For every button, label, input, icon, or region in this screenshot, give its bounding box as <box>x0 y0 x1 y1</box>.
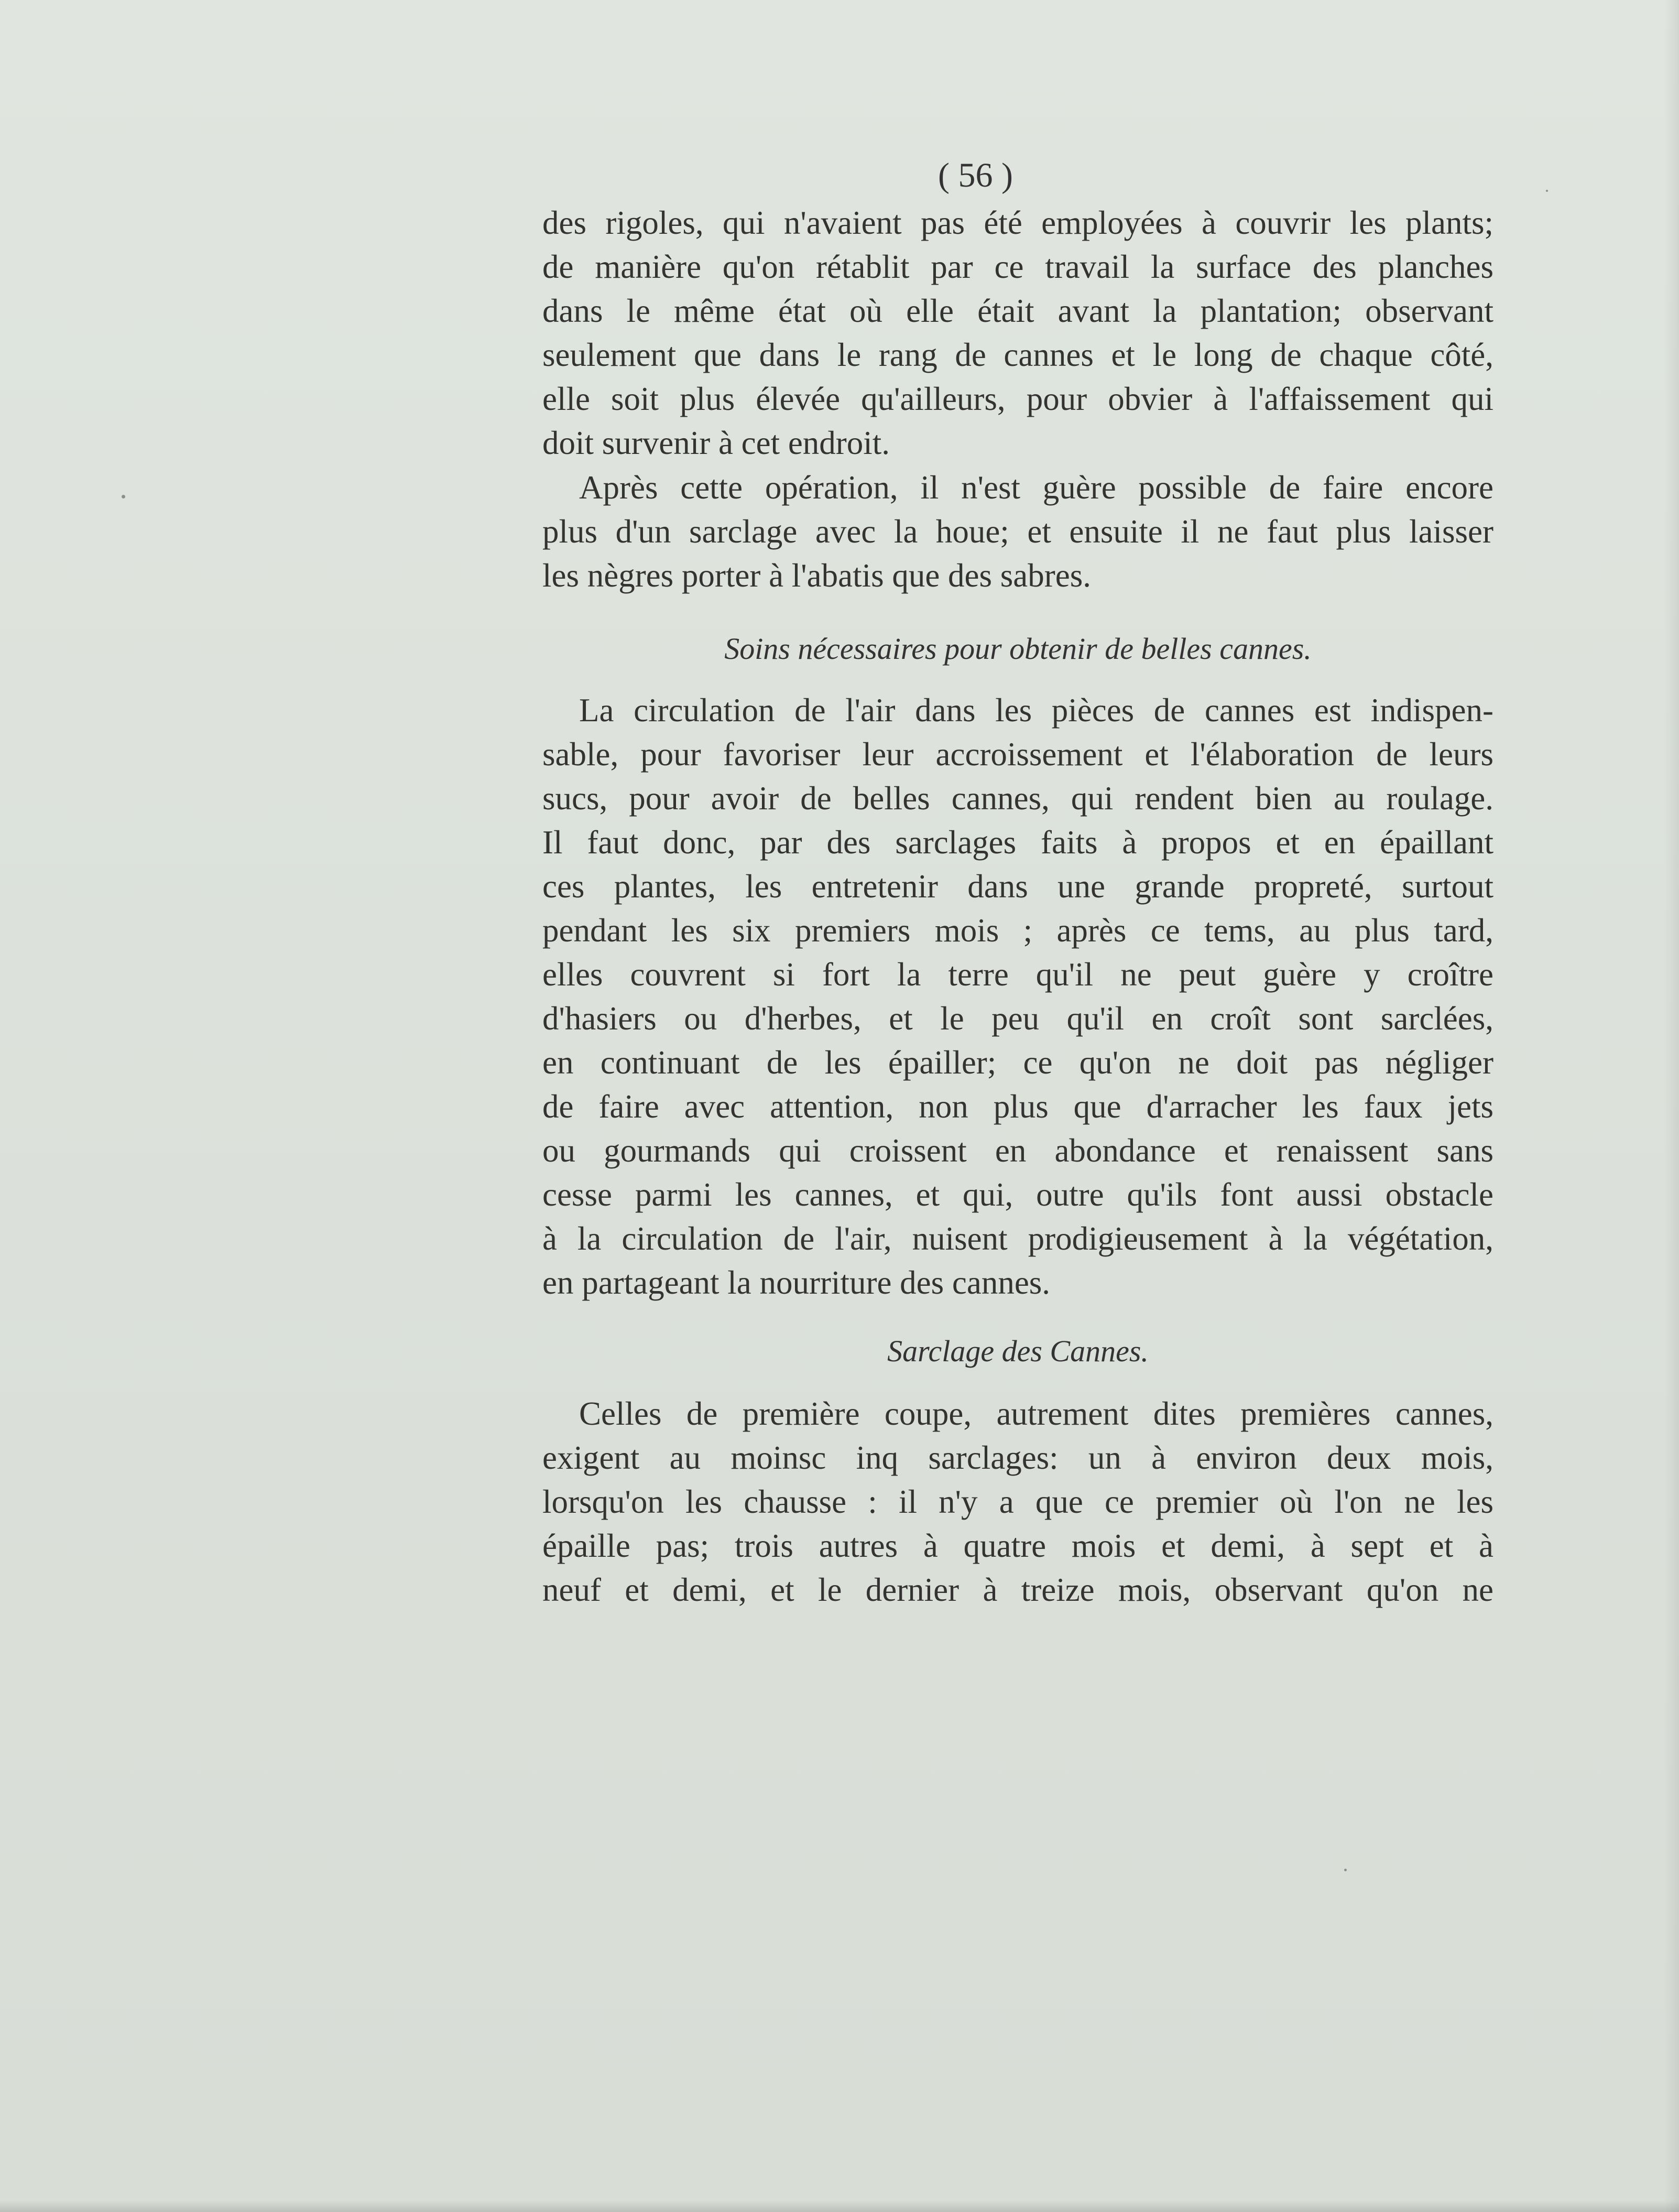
text-line: pendant les six premiers mois ; après ce tems, au plus tard, <box>542 912 1493 949</box>
paragraph-continuation <box>542 201 1493 465</box>
text-line: seulement que dans le rang de cannes et le long de chaque côté, <box>542 337 1493 373</box>
paragraph-circulation <box>542 688 1493 1305</box>
text-line: épaille pas; trois autres à quatre mois et demi, à sept et à <box>542 1527 1493 1564</box>
page-number: ( 56 ) <box>938 156 1013 194</box>
text-line: de faire avec attention, non plus que d'arracher les faux jets <box>542 1088 1493 1125</box>
text-line: dans le même état où elle était avant la plantation; observant <box>542 292 1493 329</box>
scan-edge-shadow <box>0 2200 1679 2212</box>
text-line: Celles de première coupe, autrement dites premières cannes, <box>579 1395 1493 1432</box>
text-line: en continuant de les épailler; ce qu'on ne doit pas négliger <box>542 1044 1493 1081</box>
text-line: d'hasiers ou d'herbes, et le peu qu'il en croît sont sarclées, <box>542 1000 1493 1037</box>
text-line: ou gourmands qui croissent en abondance et renaissent sans <box>542 1132 1493 1169</box>
text-line: de manière qu'on rétablit par ce travail la surface des planches <box>542 248 1493 285</box>
paragraph-apres <box>542 465 1493 598</box>
paper-speck <box>1546 190 1548 192</box>
section-heading-sarclage: Sarclage des Cannes. <box>887 1334 1149 1368</box>
text-line: sucs, pour avoir de belles cannes, qui rendent bien au roulage. <box>542 780 1493 817</box>
text-line: à la circulation de l'air, nuisent prodigieusement à la végétation, <box>542 1220 1493 1257</box>
text-line: sable, pour favoriser leur accroissement et l'élaboration de leurs <box>542 736 1493 773</box>
text-line: plus d'un sarclage avec la houe; et ensuite il ne faut plus laisser <box>542 513 1493 550</box>
text-line: en partageant la nourriture des cannes. <box>542 1264 1051 1301</box>
text-line: cesse parmi les cannes, et qui, outre qu'ils font aussi obstacle <box>542 1176 1493 1213</box>
paragraph-celles <box>542 1392 1493 1612</box>
text-line: doit survenir à cet endroit. <box>542 425 890 461</box>
text-line: des rigoles, qui n'avaient pas été employées à couvrir les plants; <box>542 204 1493 241</box>
text-line: neuf et demi, et le dernier à treize mois, observant qu'on ne <box>542 1571 1493 1608</box>
text-line: La circulation de l'air dans les pièces de cannes est indispen- <box>579 692 1493 729</box>
text-line: lorsqu'on les chausse : il n'y a que ce premier où l'on ne les <box>542 1483 1493 1520</box>
text-line: elles couvrent si fort la terre qu'il ne peut guère y croître <box>542 956 1493 993</box>
section-heading-soins: Soins nécessaires pour obtenir de belles cannes. <box>724 632 1312 666</box>
paper-speck <box>1344 1869 1347 1871</box>
text-line: Il faut donc, par des sarclages faits à propos et en épaillant <box>542 824 1493 861</box>
text-line: exigent au moinsc inq sarclages: un à environ deux mois, <box>542 1439 1493 1476</box>
text-line: les nègres porter à l'abatis que des sabres. <box>542 557 1091 594</box>
text-line: elle soit plus élevée qu'ailleurs, pour obvier à l'affaissement qui <box>542 381 1493 417</box>
text-line: Après cette opération, il n'est guère possible de faire encore <box>579 469 1493 506</box>
text-line: ces plantes, les entretenir dans une grande propreté, surtout <box>542 868 1493 905</box>
paper-speck <box>122 495 125 498</box>
scan-edge-shadow <box>1664 0 1679 2212</box>
